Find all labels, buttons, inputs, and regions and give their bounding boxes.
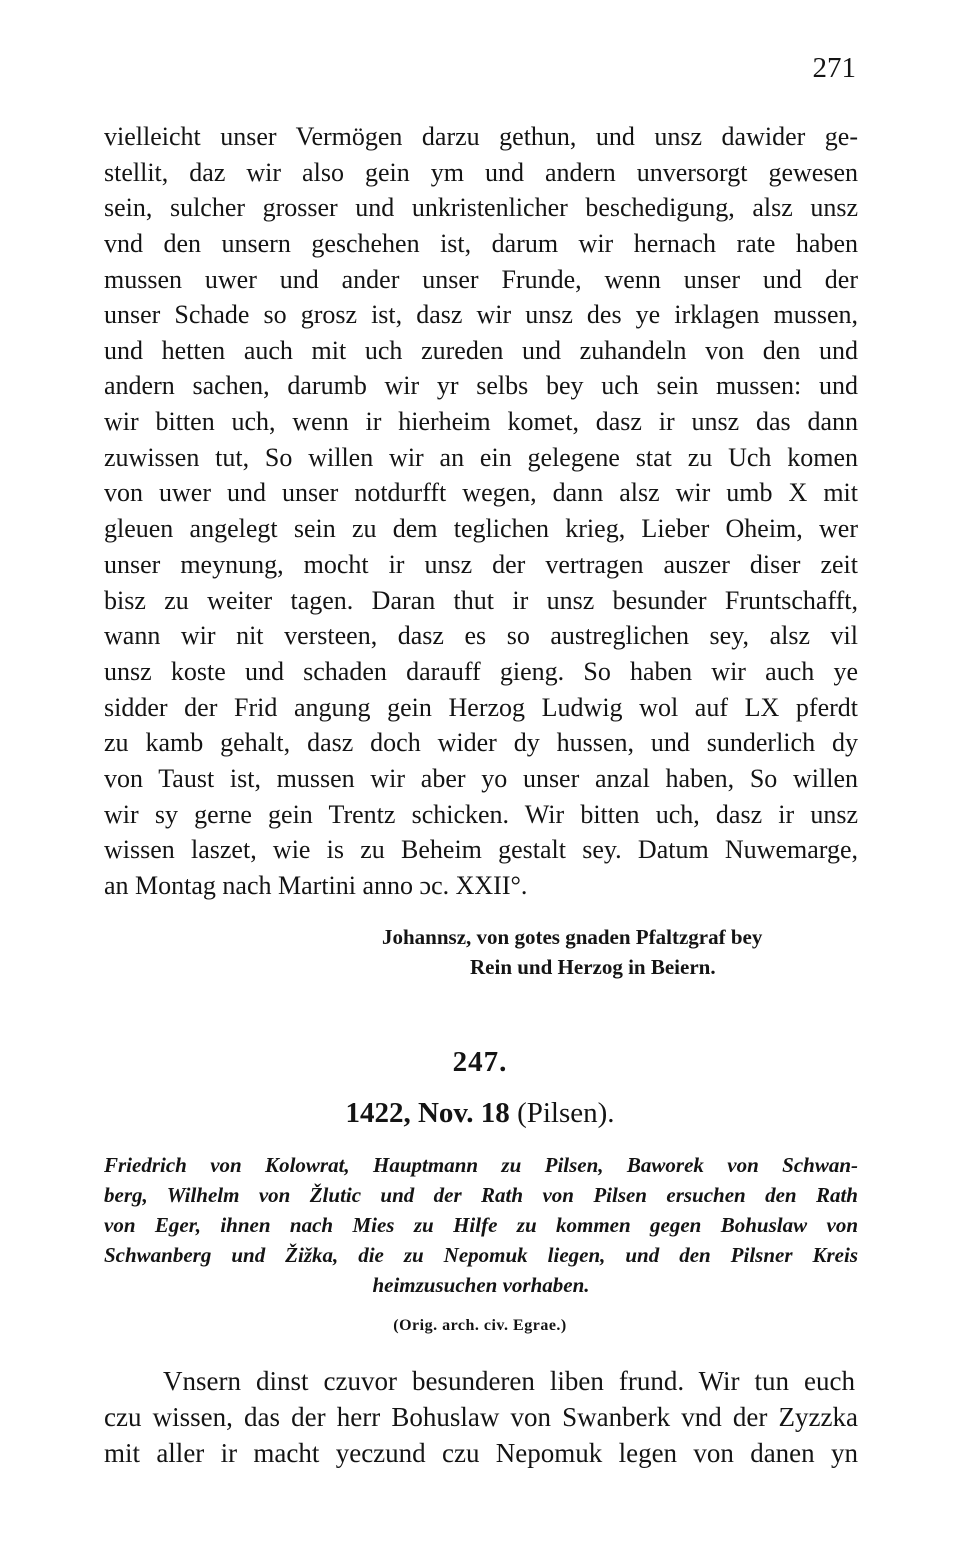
document-number: 247. — [452, 1046, 508, 1078]
document-date — [0, 1097, 960, 1130]
text-line: andern sachen, darumb wir yr selbs bey uch sein mussen: und — [104, 371, 858, 400]
text-line: wir bitten uch, wenn ir hierheim komet, dasz ir unsz das dann — [104, 407, 858, 436]
text-line: wissen laszet, wie is zu Beheim gestalt sey. Datum Nuwemarge, — [104, 835, 858, 864]
text-line: zuwissen tut, So willen wir an ein gelegene stat zu Uch komen — [104, 443, 858, 472]
summary-line: berg, Wilhelm von Žlutic und der Rath von Pilsen ersuchen den Rath — [104, 1183, 858, 1207]
source-note: (Orig. arch. civ. Egrae.) — [393, 1317, 567, 1334]
text-line: unser Schade so grosz ist, dasz wir unsz des ye irklagen mussen, — [104, 300, 858, 329]
text-line: von Taust ist, mussen wir aber yo unser anzal haben, So willen — [104, 764, 858, 793]
text-line: wir sy gerne gein Trentz schicken. Wir bitten uch, dasz ir unsz — [104, 800, 858, 829]
text-line: unsz koste und schaden darauff gieng. So haben wir auch ye — [104, 657, 858, 686]
text-line: sein, sulcher grosser und unkristenlicher beschedigung, alsz unsz — [104, 193, 858, 222]
text-line: czu wissen, das der herr Bohuslaw von Swanberk vnd der Zyzzka — [104, 1402, 858, 1432]
text-line: vnd den unsern geschehen ist, darum wir hernach rate haben — [104, 229, 858, 258]
text-line: mit aller ir macht yeczund czu Nepomuk legen von danen yn — [104, 1438, 858, 1468]
summary-line: Friedrich von Kolowrat, Hauptmann zu Pilsen, Baworek von Schwan- — [104, 1153, 858, 1177]
text-line: und hetten auch mit uch zureden und zuhandeln von den und — [104, 336, 858, 365]
text-line: zu kamb gehalt, dasz doch wider dy hussen, und sunderlich dy — [104, 728, 858, 757]
place-text: (Pilsen). — [517, 1097, 615, 1129]
text-line: von uwer und unser notdurfft wegen, dann alsz wir umb X mit — [104, 478, 858, 507]
date-text: 1422, Nov. 18 — [345, 1097, 510, 1129]
text-line: gleuen angelegt sein zu dem teglichen krieg, Lieber Oheim, wer — [104, 514, 858, 543]
text-line: sidder der Frid angung gein Herzog Ludwig wol auf LX pferdt — [104, 693, 858, 722]
text-line: an Montag nach Martini anno ɔc. XXII°. — [104, 871, 528, 900]
signature-line: Rein und Herzog in Beiern. — [470, 955, 716, 979]
text-line: mussen uwer und ander unser Frunde, wenn unser und der — [104, 265, 858, 294]
page-number: 271 — [812, 52, 856, 84]
text-line: wann wir nit versteen, dasz es so austreglichen sey, alsz vil — [104, 621, 858, 650]
text-line: Vnsern dinst czuvor besunderen liben frund. Wir tun euch — [163, 1366, 855, 1396]
signature-line: Johannsz, von gotes gnaden Pfaltzgraf bey — [382, 925, 763, 949]
summary-line: Schwanberg und Žižka, die zu Nepomuk liegen, und den Pilsner Kreis — [104, 1243, 858, 1267]
text-line: unser meynung, mocht ir unsz der vertragen auszer diser zeit — [104, 550, 858, 579]
summary-line: heimzusuchen vorhaben. — [372, 1273, 590, 1297]
summary-line: von Eger, ihnen nach Mies zu Hilfe zu kommen gegen Bohuslaw von — [104, 1213, 858, 1237]
text-line: stellit, daz wir also gein ym und andern unversorgt gewesen — [104, 158, 858, 187]
text-line: vielleicht unser Vermögen darzu gethun, und unsz dawider ge- — [104, 122, 858, 151]
text-line: bisz zu weiter tagen. Daran thut ir unsz besunder Fruntschafft, — [104, 586, 858, 615]
